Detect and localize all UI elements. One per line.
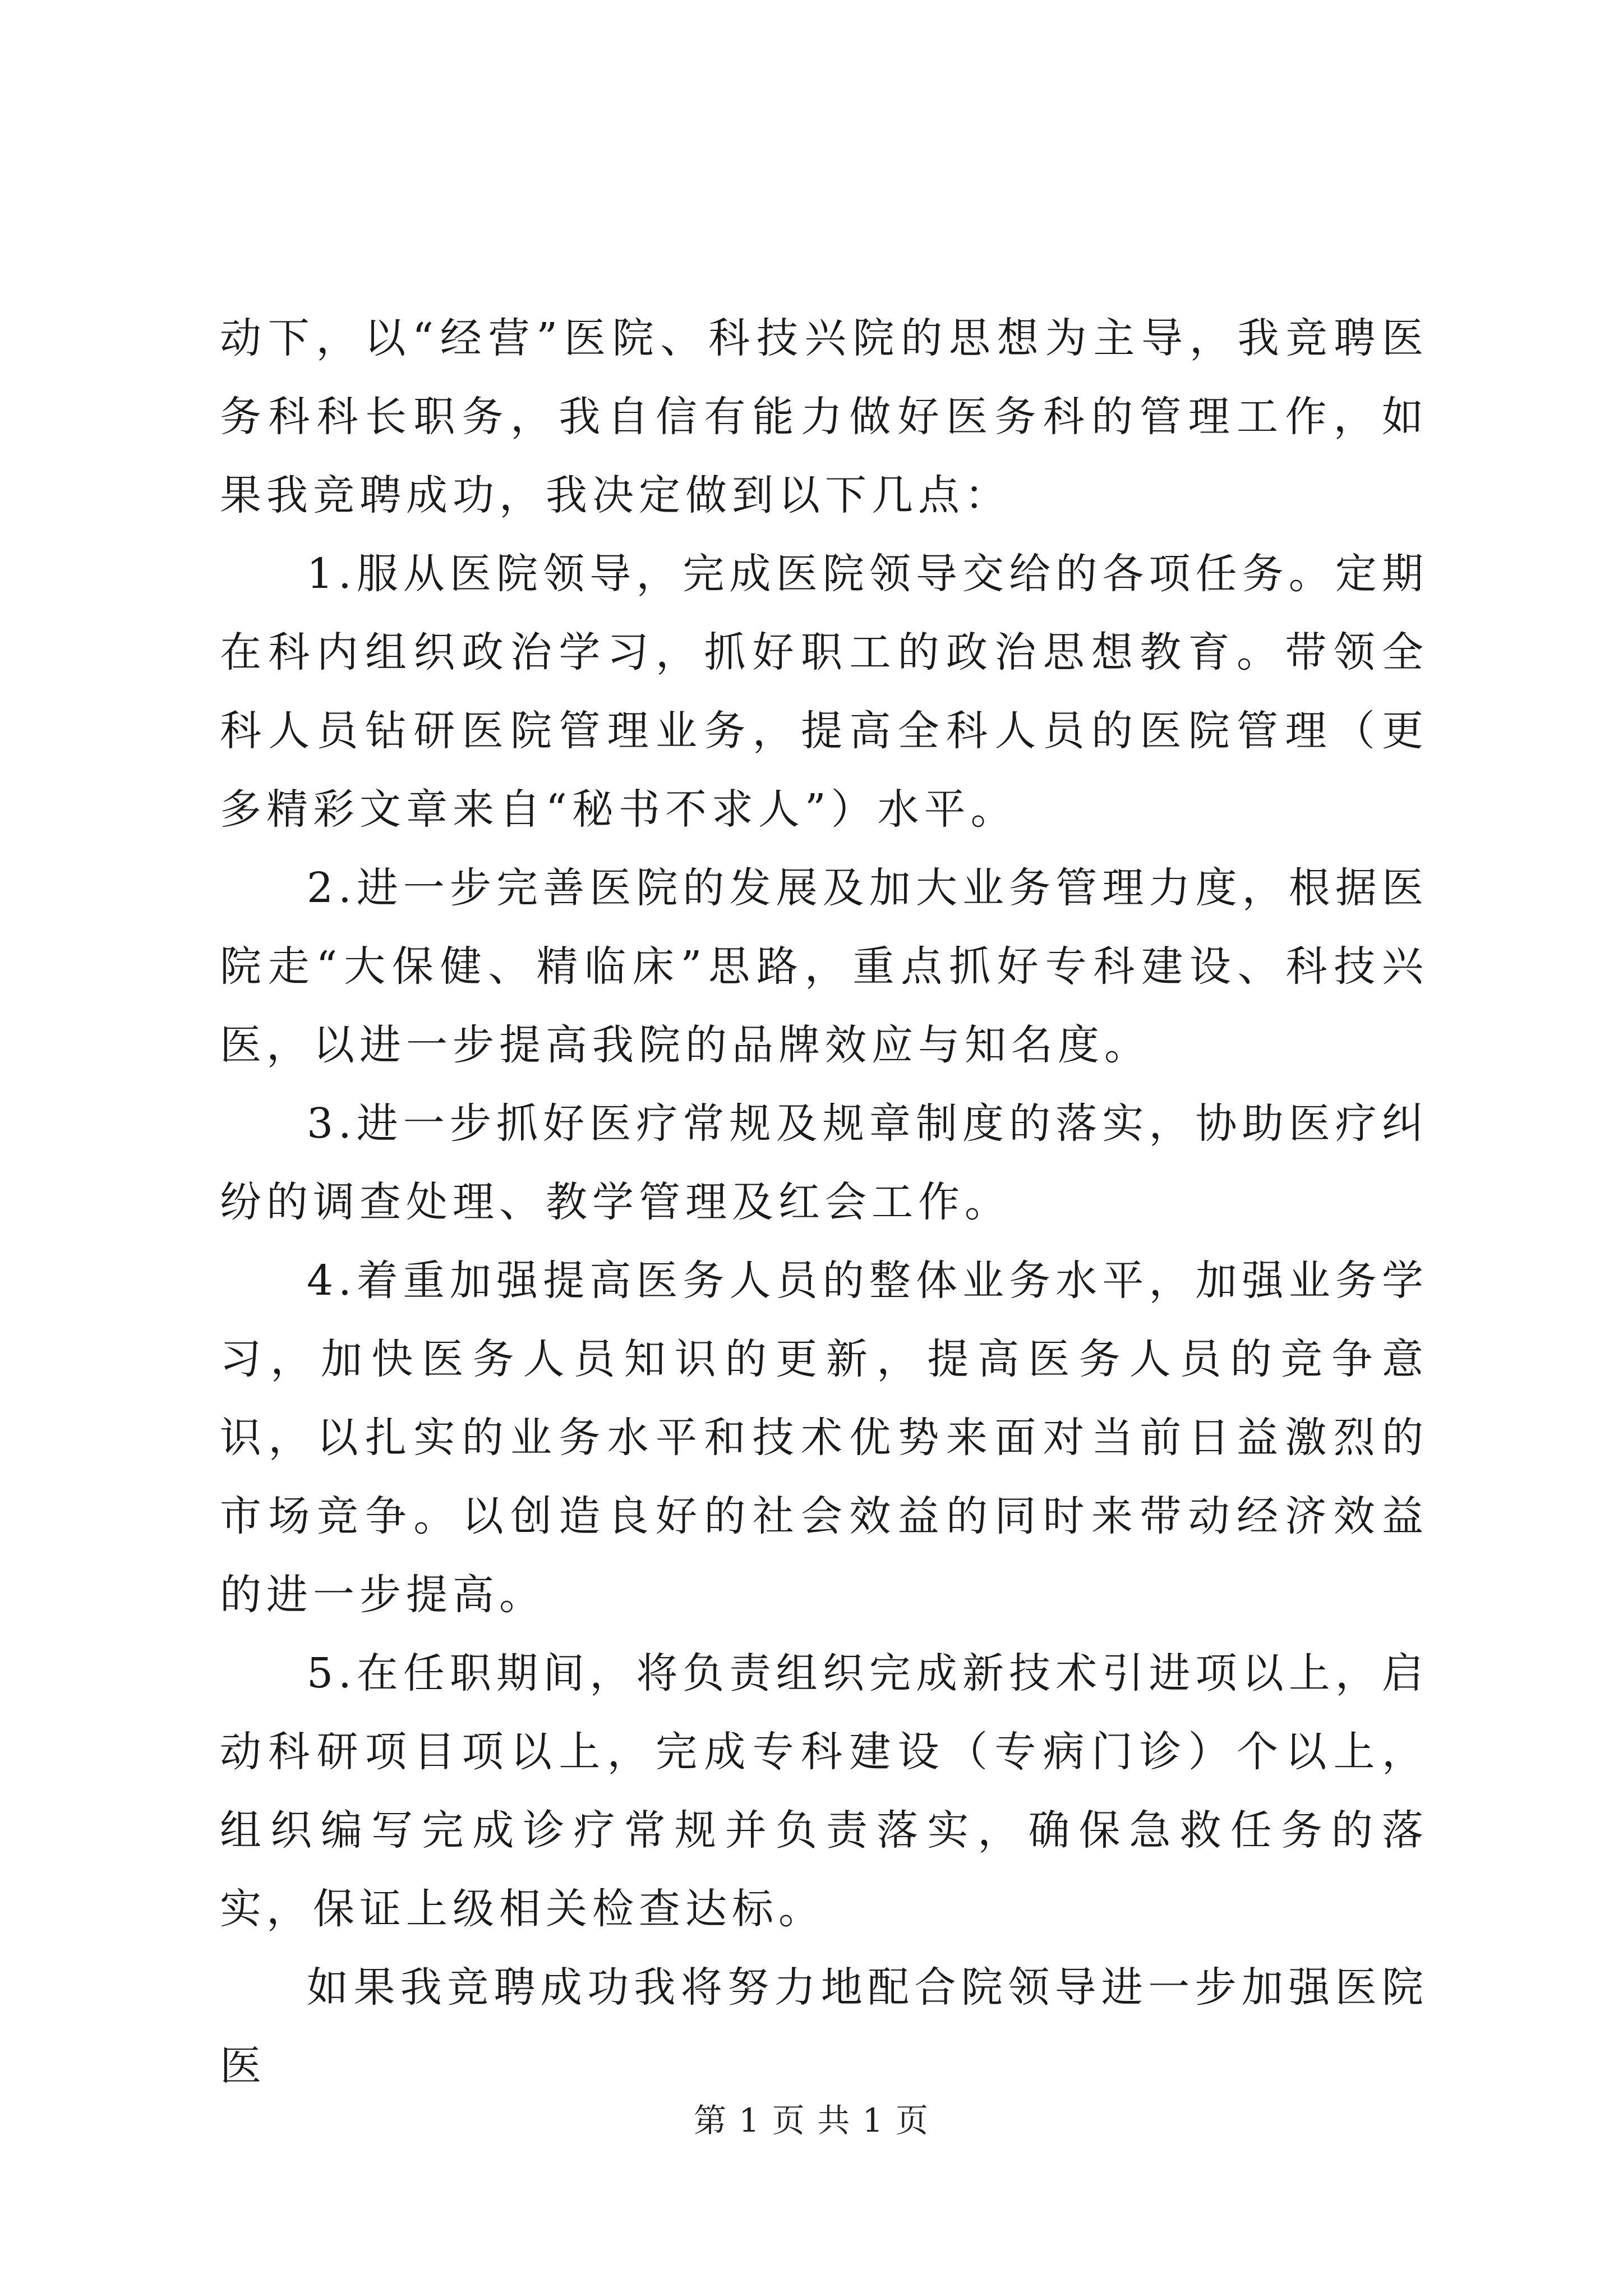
paragraph-item-5: 5.在任职期间，将负责组织完成新技术引进项以上，启动科研项目项以上，完成专科建设（专病门诊）个以上，组织编写完成诊疗常规并负责落实，确保急救任务的落实，保证上级相关检查达标。 <box>220 1649 1428 1933</box>
page-footer: 第 1 页 共 1 页 <box>694 2101 929 2139</box>
paragraph-item-4: 4.着重加强提高医务人员的整体业务水平，加强业务学习，加快医务人员知识的更新，提高医务人员的竞争意识，以扎实的业务水平和技术优势来面对当前日益激烈的市场竞争。以创造良好的社会效益的同时来带动经济效益的进一步提高。 <box>220 1257 1428 1619</box>
paragraph-item-2: 2.进一步完善医院的发展及加大业务管理力度，根据医院走“大保健、精临床”思路，重点抓好专科建设、科技兴医，以进一步提高我院的品牌效应与知名度。 <box>220 864 1428 1069</box>
paragraph-item-1: 1.服从医院领导，完成医院领导交给的各项任务。定期在科内组织政治学习，抓好职工的政治思想教育。带领全科人员钻研医院管理业务，提高全科人员的医院管理（更多精彩文章来自“秘书不求人”）水平。 <box>220 550 1428 834</box>
paragraph-intro-continuation: 动下，以“经营”医院、科技兴院的思想为主导，我竞聘医务科科长职务，我自信有能力做好医务科的管理工作，如果我竞聘成功，我决定做到以下几点： <box>220 314 1428 519</box>
paragraph-closing: 如果我竞聘成功我将努力地配合院领导进一步加强医院医 <box>220 1963 1428 2090</box>
paragraph-item-3: 3.进一步抓好医疗常规及规章制度的落实，协助医疗纠纷的调查处理、教学管理及红会工作。 <box>220 1099 1428 1226</box>
document-body <box>220 299 1428 2105</box>
